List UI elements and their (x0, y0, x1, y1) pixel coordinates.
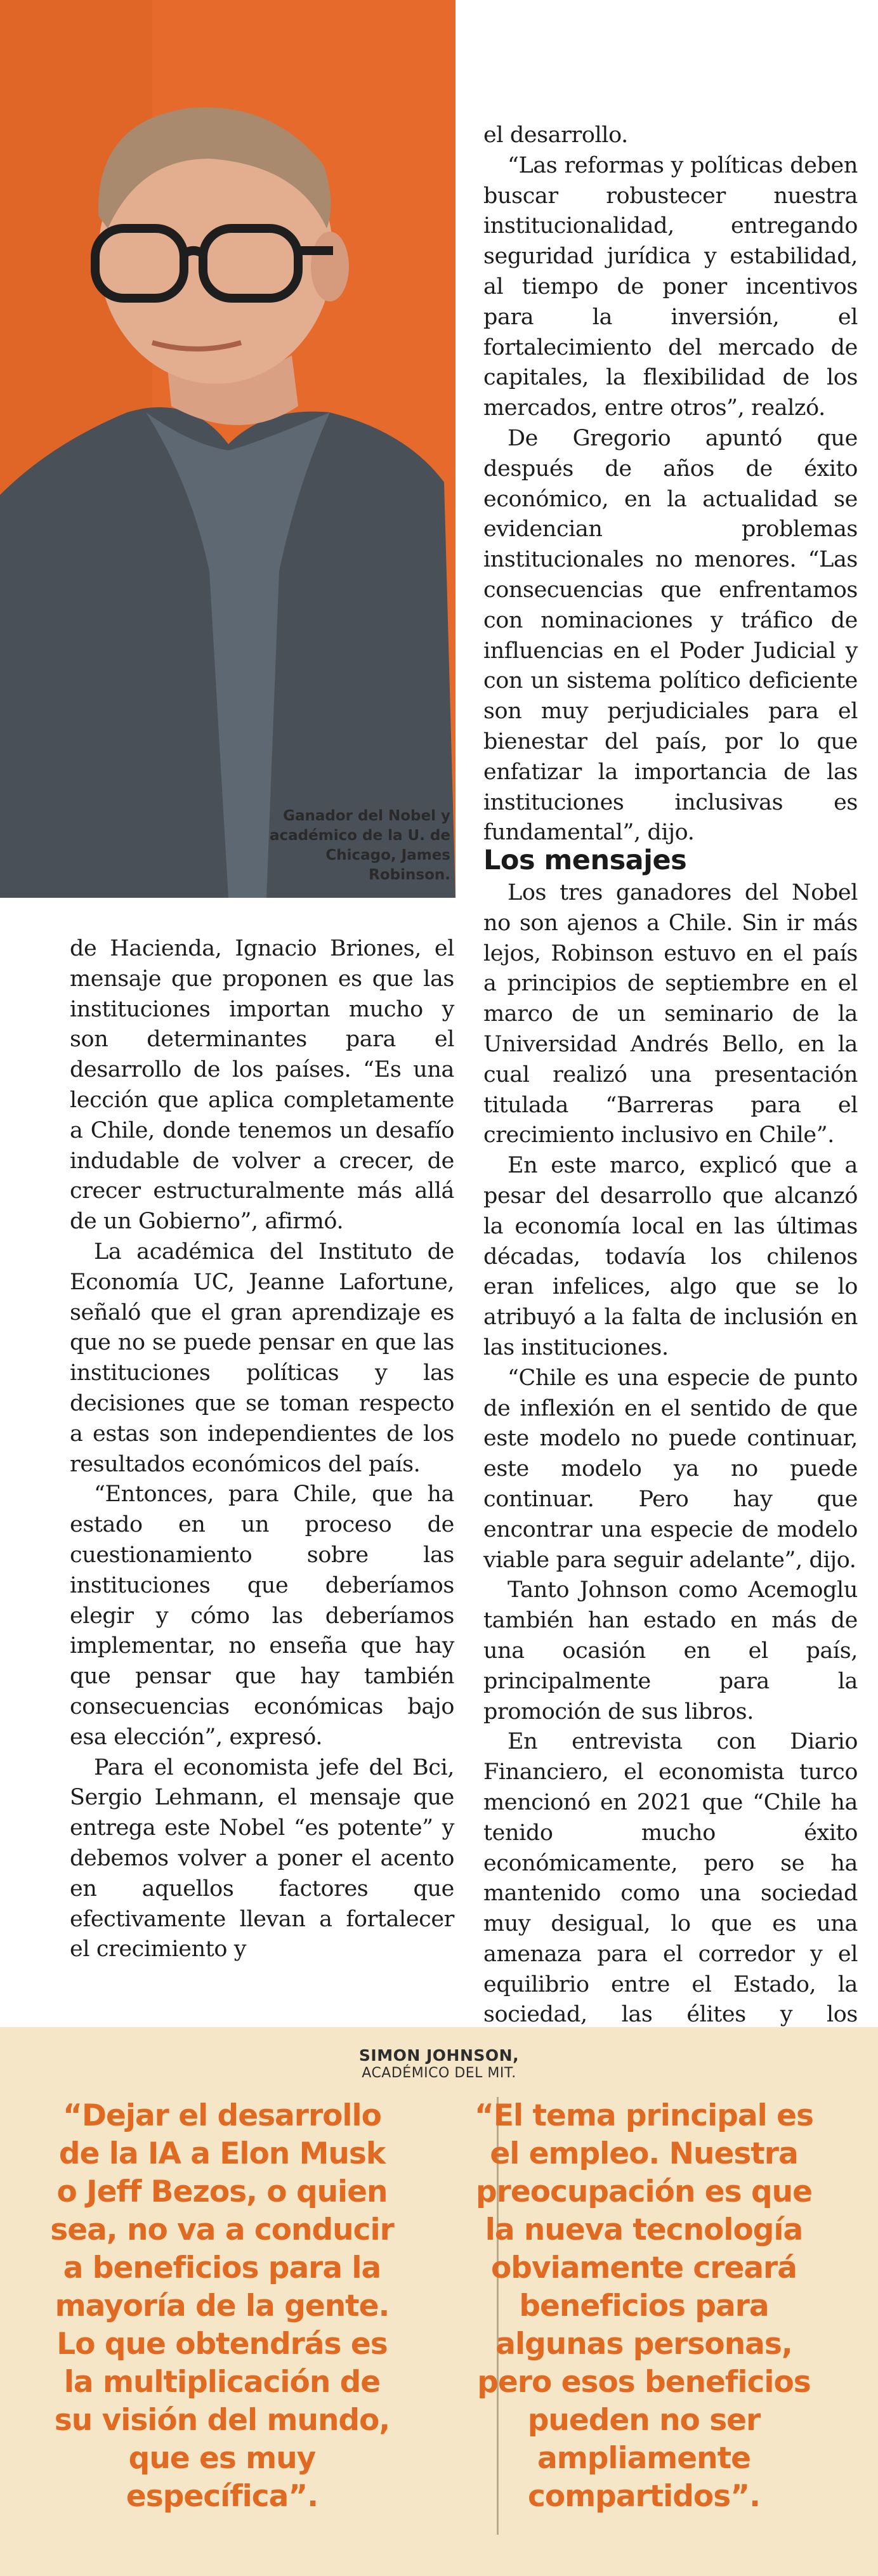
paragraph: Tanto Johnson como Acemoglu también han estado en más de una ocasión en el país, principalmente para la promoción de sus libros. (483, 1577, 858, 1725)
paragraph: “Las reformas y políticas deben buscar robustecer nuestra institucionalidad, entregando seguridad jurídica y estabilidad, al tiempo de poner incentivos para la inversión, el fortalecimiento del mercado de capitales, la flexibilidad de los mercados, entre otros”, realzó. (483, 152, 858, 421)
pull-quote-section (0, 2027, 878, 2576)
pull-quote-right: “El tema principal es el empleo. Nuestra preocupación es que la nueva tecnología obviamente creará beneficios para algunas personas, pero esos beneficios pueden no ser ampliamente compartidos”. (475, 2098, 813, 2514)
attribution-name: SIMON JOHNSON, (358, 2046, 520, 2065)
paragraph: Para el economista jefe del Bci, Sergio Lehmann, el mensaje que entrega este Nobel “es potente” y debemos volver a poner el acento en aquellos factores que efectivamente llevan a fortalecer el crecimiento y (70, 1754, 454, 1962)
paragraph: Los tres ganadores del Nobel no son ajenos a Chile. Sin ir más lejos, Robinson estuvo en el país a principios de septiembre en el marco de un seminario de la Universidad Andrés Bello, en la cual realizó una presentación titulada “Barreras para el crecimiento inclusivo en Chile”. (483, 880, 858, 1148)
paragraph: “Chile es una especie de punto de inflexión en el sentido de que este modelo no puede continuar, este modelo ya no puede continuar. Pero hay que encontrar una especie de modelo viable para seguir adelante”, dijo. (483, 1365, 858, 1573)
paragraph: La académica del Instituto de Economía UC, Jeanne Lafortune, señaló que el gran aprendizaje es que no se puede pensar en que las instituciones políticas y las decisiones que se toman respecto a estas son independientes de los resultados económicos del país. (70, 1239, 454, 1477)
pull-quote-left: “Dejar el desarrollo de la IA a Elon Musk o Jeff Bezos, o quien sea, no va a conducir a beneficios para la mayoría de la gente. Lo que obtendrás es la multiplicación de su visión del mundo, que es muy específica”. (50, 2098, 394, 2514)
quote-attribution (0, 2046, 878, 2082)
paragraph: En entrevista con Diario Financiero, el economista turco mencionó en 2021 que “Chile ha tenido mucho éxito económicamente, pero se ha mantenido como una sociedad muy desigual, lo que es una amenaza para el corredor y el equilibrio entre el Estado, la sociedad, las élites y los (483, 1729, 858, 2028)
paragraph: De Gregorio apuntó que después de años de éxito económico, en la actualidad se evidencian problemas institucionales no menores. “Las consecuencias que enfrentamos con nominaciones y tráfico de influencias en el Poder Judicial y con un sistema político deficiente son muy perjudiciales para el bienestar del país, por lo que enfatizar la importancia de las instituciones inclusivas es fundamental”, dijo. (483, 425, 858, 846)
photo-caption: Ganador del Nobel y académico de la U. de Chicago, James Robinson. (270, 808, 450, 883)
article-column-right-top (483, 121, 858, 848)
article-column-left (70, 934, 454, 1965)
paragraph: En este marco, explicó que a pesar del desarrollo que alcanzó la economía local en las últimas décadas, todavía los chilenos eran infelices, algo que se lo atribuyó a la falta de inclusión en las instituciones. (483, 1153, 858, 1360)
paragraph: de Hacienda, Ignacio Briones, el mensaje que proponen es que las instituciones importan mucho y son determinantes para el desarrollo de los países. “Es una lección que aplica completamente a Chile, donde tenemos un desafío indudable de volver a crecer, de crecer estructuralmente más allá de un Gobierno”, afirmó. (70, 936, 454, 1235)
article-column-right-bottom (483, 844, 858, 2061)
portrait-illustration (0, 0, 455, 898)
paragraph: el desarrollo. (483, 122, 628, 148)
paragraph: “Entonces, para Chile, que ha estado en un proceso de cuestionamiento sobre las instituciones que deberíamos elegir y cómo las deberíamos implementar, no enseña que hay que pensar que hay también consecuencias económicas bajo esa elección”, expresó. (70, 1482, 454, 1750)
section-heading: Los mensajes (483, 844, 687, 876)
attribution-role: ACADÉMICO DEL MIT. (362, 2065, 516, 2081)
portrait-photo (0, 0, 455, 898)
